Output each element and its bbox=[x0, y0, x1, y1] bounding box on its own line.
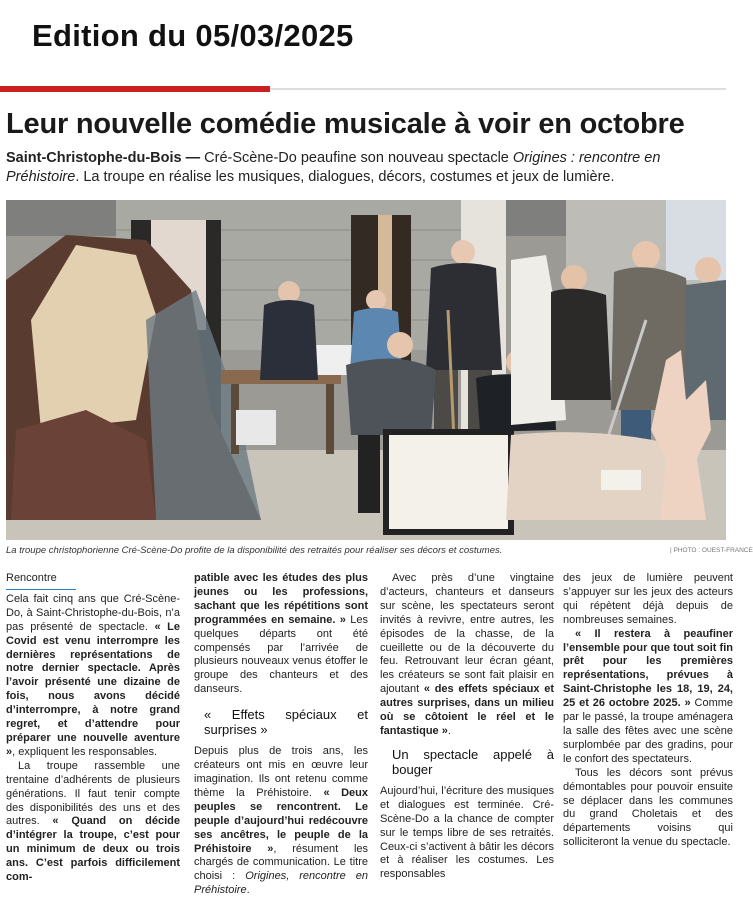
article-column-3 bbox=[380, 572, 554, 882]
red-divider bbox=[0, 86, 270, 92]
show-title: Origines, rencontre en Préhistoire bbox=[194, 870, 368, 897]
quote: « des effets spéciaux et autres surprises, dans un milieu où se côtoient le réel et le fantastique » bbox=[380, 683, 554, 737]
text: . bbox=[246, 884, 250, 897]
quote: « Quand on décide d’intégrer la troupe, c’est pour un minimum de deux ou trois ans. C’est parfois difficilement com- bbox=[6, 815, 181, 884]
text: Les quelques départs ont été compensés par l’arrivée de plusieurs nouveaux venus étoffer le groupe des chanteurs et des danseurs. bbox=[194, 613, 368, 696]
lede-place: Saint-Christophe-du-Bois — bbox=[6, 150, 201, 166]
paragraph bbox=[194, 745, 368, 898]
text: Comme par le passé, la troupe aménagera la salle des fêtes avec une scène surplombée par des gradins, pour le confort des spectateurs. bbox=[563, 697, 734, 765]
text: des jeux de lumière peuvent s’appuyer sur les jeux des acteurs qui répètent déjà depuis de nombreuses semaines. bbox=[563, 572, 733, 626]
text: , expliquent les responsables. bbox=[12, 745, 158, 758]
lede-show-title: Origines : rencontre en Préhistoire bbox=[6, 150, 661, 185]
quote: patible avec les études des plus jeunes ou les professions, sachant que les répétitions sont programmées en semaine. » bbox=[194, 572, 368, 626]
paragraph bbox=[6, 593, 180, 760]
subheading: « Effets spéciaux et surprises » bbox=[204, 707, 368, 738]
photo-caption: La troupe christophorienne Cré-Scène-Do profite de la disponibilité des retraités pour réaliser ses décors et costumes. bbox=[6, 545, 503, 556]
article-headline: Leur nouvelle comédie musicale à voir en octobre bbox=[6, 108, 685, 140]
paragraph bbox=[563, 767, 733, 850]
lede-text-b: . La troupe en réalise les musiques, dialogues, décors, costumes et jeux de lumière. bbox=[75, 169, 615, 185]
quote: « Le Covid est venu interrompre les dernières représentations de notre dernier spectacle. Après l’avoir présenté une dizaine de fois, nous avons décidé d’interrompre, à notre grand regret, et d’attendre pour préparer une nouvelle aventure » bbox=[6, 620, 181, 758]
article-lede bbox=[6, 149, 722, 187]
text: Depuis plus de trois ans, les créateurs ont mis en œuvre leur imagination. Ils ont retenu comme thème la Préhistoire. bbox=[194, 745, 368, 799]
text: Aujourd’hui, l’écriture des musiques et dialogues est terminée. Cré-Scène-Do a la chance de compter sur le temps libre de ses retraités. Ceux-ci s’activent à bâtir les décors et à réaliser les costumes. Les responsables bbox=[380, 784, 554, 881]
paragraph bbox=[380, 572, 554, 739]
troupe-photo-illustration bbox=[6, 200, 726, 540]
text: Avec près d’une vingtaine d’acteurs, chanteurs et danseurs sur scène, les spectateurs seront invités à revivre, entre autres, les épisodes de la chasse, de la cueillette ou de la découverte du feu. Retrouvant leur écran géant, les créateurs se sont fait plaisir en ajoutant bbox=[380, 572, 554, 696]
paragraph bbox=[563, 572, 733, 628]
article-column-4 bbox=[563, 572, 733, 850]
paragraph bbox=[380, 785, 554, 882]
quote: « Il restera à peaufiner l’ensemble pour que tout soit fin prêt pour les premières représentations, prévues à Saint-Christophe les 18, 19, 24, 25 et 26 octobre 2025. » bbox=[563, 627, 733, 710]
lede-text-a: Cré-Scène-Do peaufine son nouveau spectacle bbox=[200, 150, 513, 166]
text: . bbox=[447, 724, 451, 737]
article-column-2 bbox=[194, 572, 368, 898]
subheading: Un spectacle appelé à bouger bbox=[392, 746, 554, 777]
article-photo bbox=[6, 200, 726, 540]
quote: « Deux peuples se rencontrent. Le peuple d’aujourd’hui redécouvre ses ancêtres, le peuple de la Préhistoire » bbox=[194, 786, 369, 855]
text: , résument les chargés de communication. Le titre choisi : bbox=[194, 842, 368, 883]
text: Tous les décors sont prévus démontables pour pouvoir ensuite se déplacer dans les communes du grand Choletais et des départements voisins qui solliciteront la venue du spectacle. bbox=[563, 766, 733, 849]
edition-date: Edition du 05/03/2025 bbox=[32, 18, 354, 53]
text: Cela fait cinq ans que Cré-Scène-Do, à Saint-Christophe-du-Bois, n’a pas présenté de spectacle. bbox=[6, 592, 180, 633]
photo-credit: | PHOTO : OUEST-FRANCE bbox=[670, 547, 753, 554]
paragraph bbox=[194, 572, 368, 697]
text: La troupe rassemble une trentaine d’adhérents de plusieurs générations. Il faut tenir compte des disponibilités des uns et des autres. bbox=[6, 759, 180, 828]
rubric-label: Rencontre bbox=[6, 572, 76, 590]
grey-divider bbox=[270, 88, 726, 90]
paragraph bbox=[6, 760, 180, 885]
article-column-1 bbox=[6, 572, 180, 885]
paragraph bbox=[563, 628, 733, 767]
